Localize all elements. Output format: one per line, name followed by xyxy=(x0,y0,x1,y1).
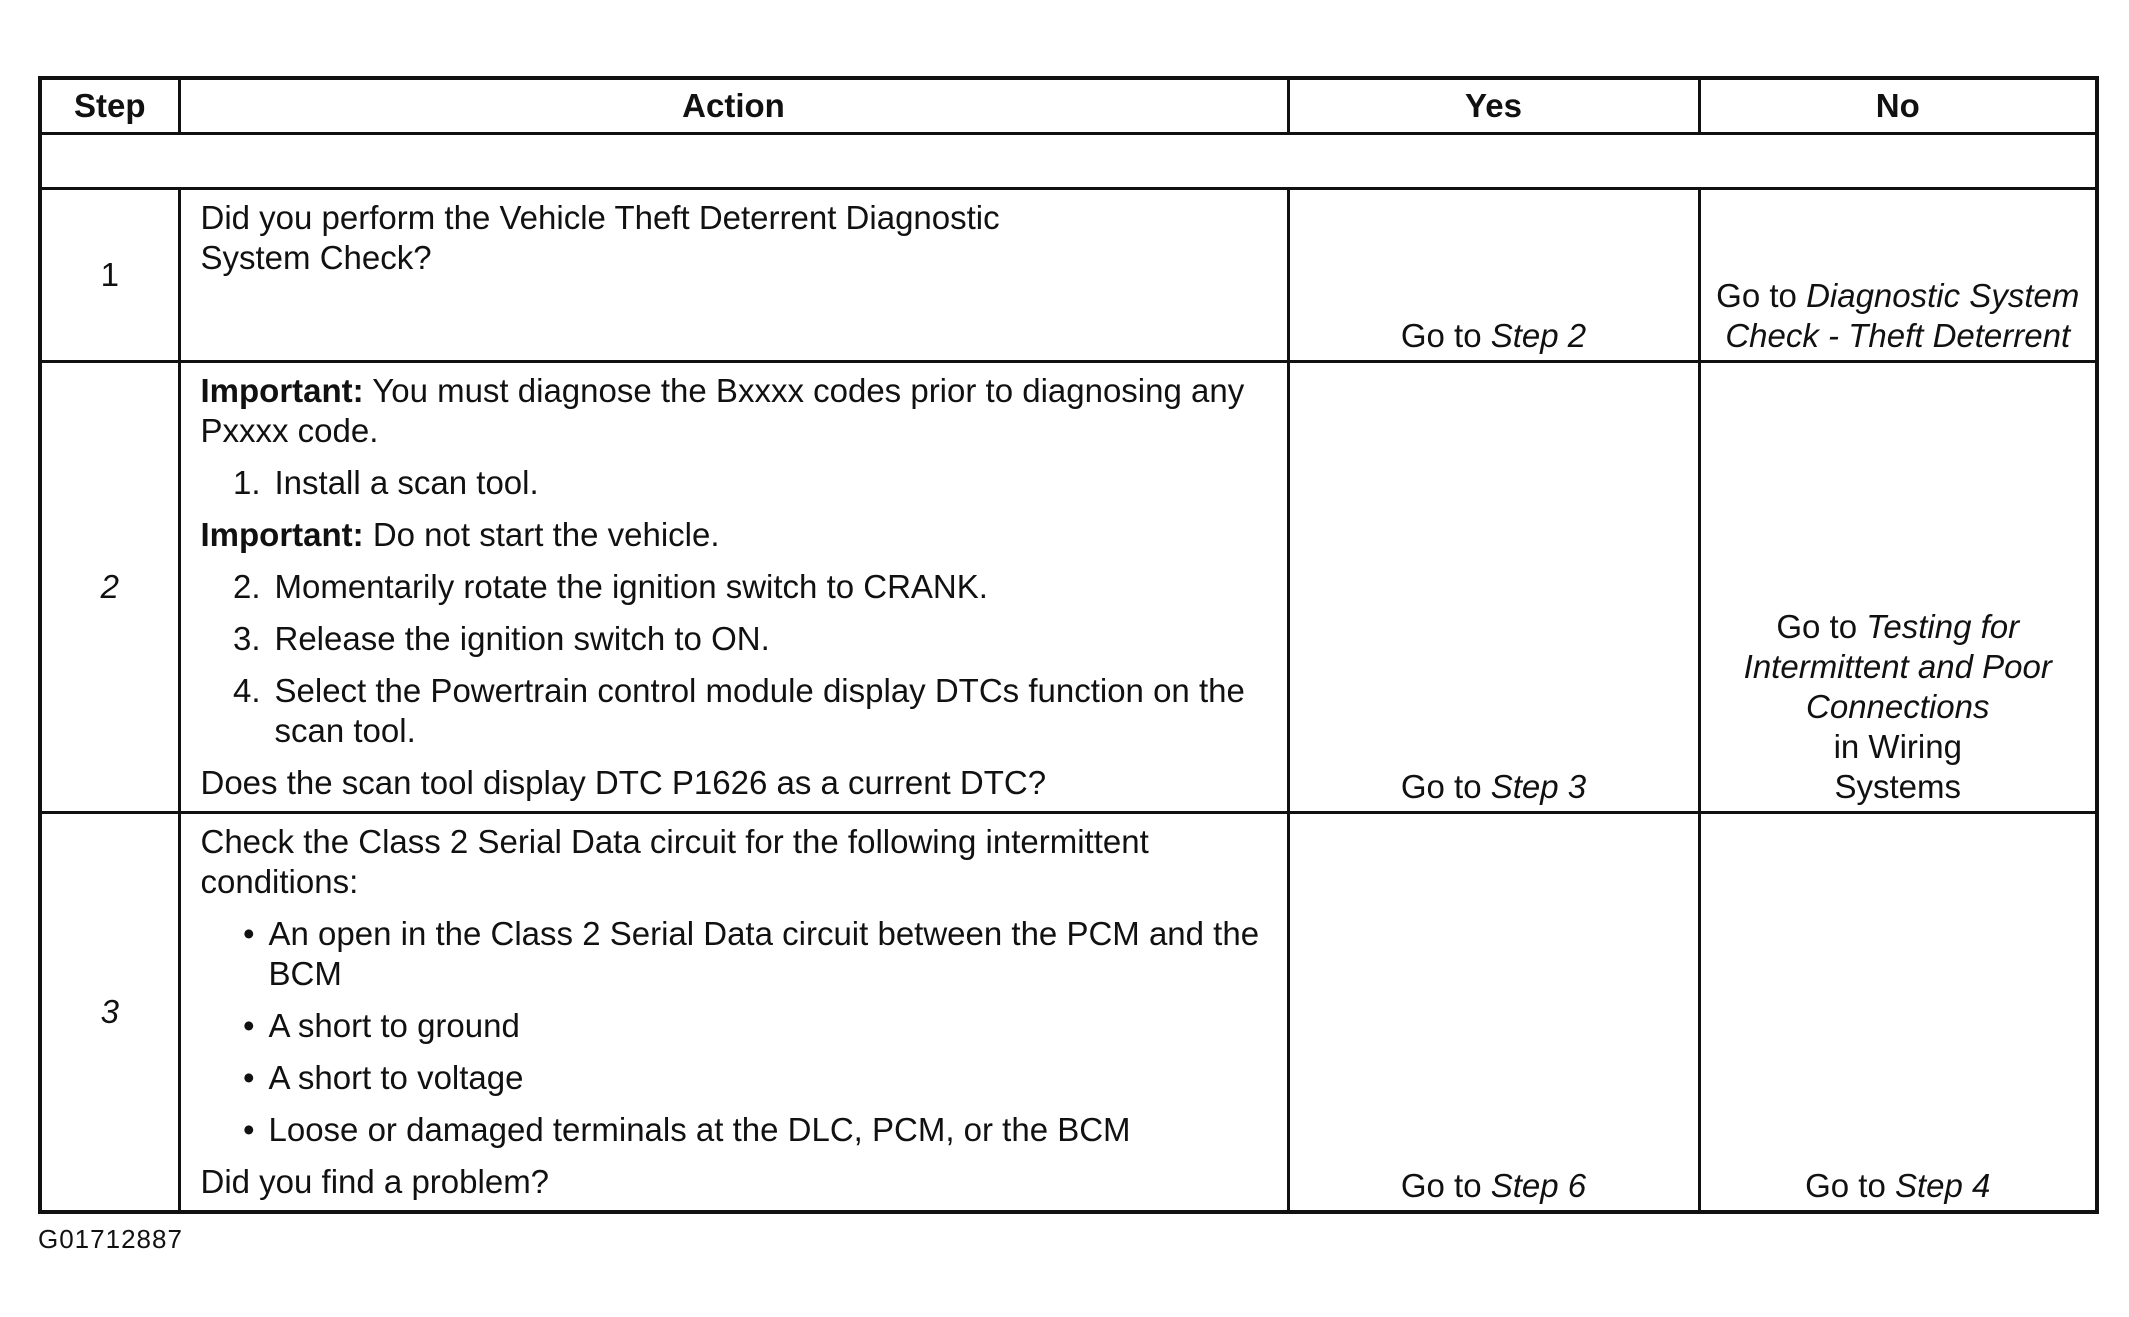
substep xyxy=(201,567,1267,607)
substep-text: Select the Powertrain control module display DTCs function on the scan tool. xyxy=(274,672,1245,749)
action-cell xyxy=(179,813,1288,1213)
no-target: Diagnostic System Check - Theft Deterrent xyxy=(1725,277,2080,354)
step-number: 2 xyxy=(40,362,179,813)
important-label: Important: xyxy=(200,516,364,553)
table-row xyxy=(40,362,2097,813)
substep-number: 4. xyxy=(232,672,261,709)
no-cell xyxy=(1699,362,2097,813)
substep-number: 3. xyxy=(232,620,261,657)
header-step: Step xyxy=(40,78,179,134)
blank-row xyxy=(40,134,2097,189)
substep xyxy=(201,463,1267,503)
important-text: You must diagnose the Bxxxx codes prior to diagnosing any Pxxxx code. xyxy=(200,372,1245,449)
substep-number: 1. xyxy=(232,464,261,501)
substep-text: Install a scan tool. xyxy=(274,464,539,501)
substep xyxy=(201,671,1267,751)
no-target: Testing for Intermittent and Poor Connections xyxy=(1743,608,2052,725)
step-number: 3 xyxy=(40,813,179,1213)
no-target: Step 4 xyxy=(1894,1167,1991,1204)
header-yes: Yes xyxy=(1288,78,1699,134)
action-intro: Check the Class 2 Serial Data circuit for the following intermittent conditions: xyxy=(200,823,1149,900)
table-row xyxy=(40,813,2097,1213)
yes-cell xyxy=(1288,362,1699,813)
go-to-text: Go to xyxy=(1776,608,1858,645)
go-to-text: Go to xyxy=(1400,768,1482,805)
bullet-text: A short to voltage xyxy=(268,1059,524,1096)
yes-target: Step 6 xyxy=(1490,1167,1587,1204)
action-cell xyxy=(179,189,1288,362)
no-cell xyxy=(1699,189,2097,362)
action-question: Did you find a problem? xyxy=(200,1163,550,1200)
bullet-text: Loose or damaged terminals at the DLC, PCM, or the BCM xyxy=(268,1111,1131,1148)
bullet-item xyxy=(201,1058,1267,1098)
yes-cell xyxy=(1288,813,1699,1213)
action-cell xyxy=(179,362,1288,813)
header-action: Action xyxy=(179,78,1288,134)
bullet-item xyxy=(201,914,1267,994)
bullet-dot: • xyxy=(242,915,255,952)
bullet-text: An open in the Class 2 Serial Data circuit between the PCM and the BCM xyxy=(268,915,1260,992)
bullet-item xyxy=(201,1110,1267,1150)
important-text: Do not start the vehicle. xyxy=(372,516,720,553)
go-to-text: Go to xyxy=(1716,277,1797,314)
header-no: No xyxy=(1699,78,2097,134)
bullet-dot: • xyxy=(242,1059,255,1096)
bullet-dot: • xyxy=(242,1111,255,1148)
bullet-text: A short to ground xyxy=(268,1007,520,1044)
action-question: Did you perform the Vehicle Theft Deterrent Diagnostic System Check? xyxy=(200,199,1000,276)
no-suffix: in Wiring Systems xyxy=(1833,728,1962,805)
yes-target: Step 3 xyxy=(1490,768,1587,805)
important-note xyxy=(201,371,1267,451)
substep xyxy=(201,619,1267,659)
table-row xyxy=(40,189,2097,362)
substep-text: Momentarily rotate the ignition switch to CRANK. xyxy=(274,568,988,605)
figure-id: G01712887 xyxy=(38,1224,183,1254)
go-to-text: Go to xyxy=(1805,1167,1886,1204)
bullet-dot: • xyxy=(242,1007,255,1044)
go-to-text: Go to xyxy=(1400,317,1482,354)
header-row xyxy=(40,78,2097,134)
blank-cell xyxy=(40,134,2097,189)
go-to-text: Go to xyxy=(1400,1167,1482,1204)
important-label: Important: xyxy=(200,372,364,409)
yes-target: Step 2 xyxy=(1490,317,1587,354)
substep-text: Release the ignition switch to ON. xyxy=(274,620,770,657)
important-note xyxy=(201,515,1267,555)
yes-cell xyxy=(1288,189,1699,362)
no-cell xyxy=(1699,813,2097,1213)
substep-number: 2. xyxy=(232,568,261,605)
diagnostic-table xyxy=(38,76,2099,1214)
bullet-item xyxy=(201,1006,1267,1046)
action-question: Does the scan tool display DTC P1626 as a current DTC? xyxy=(200,764,1047,801)
step-number: 1 xyxy=(40,189,179,362)
